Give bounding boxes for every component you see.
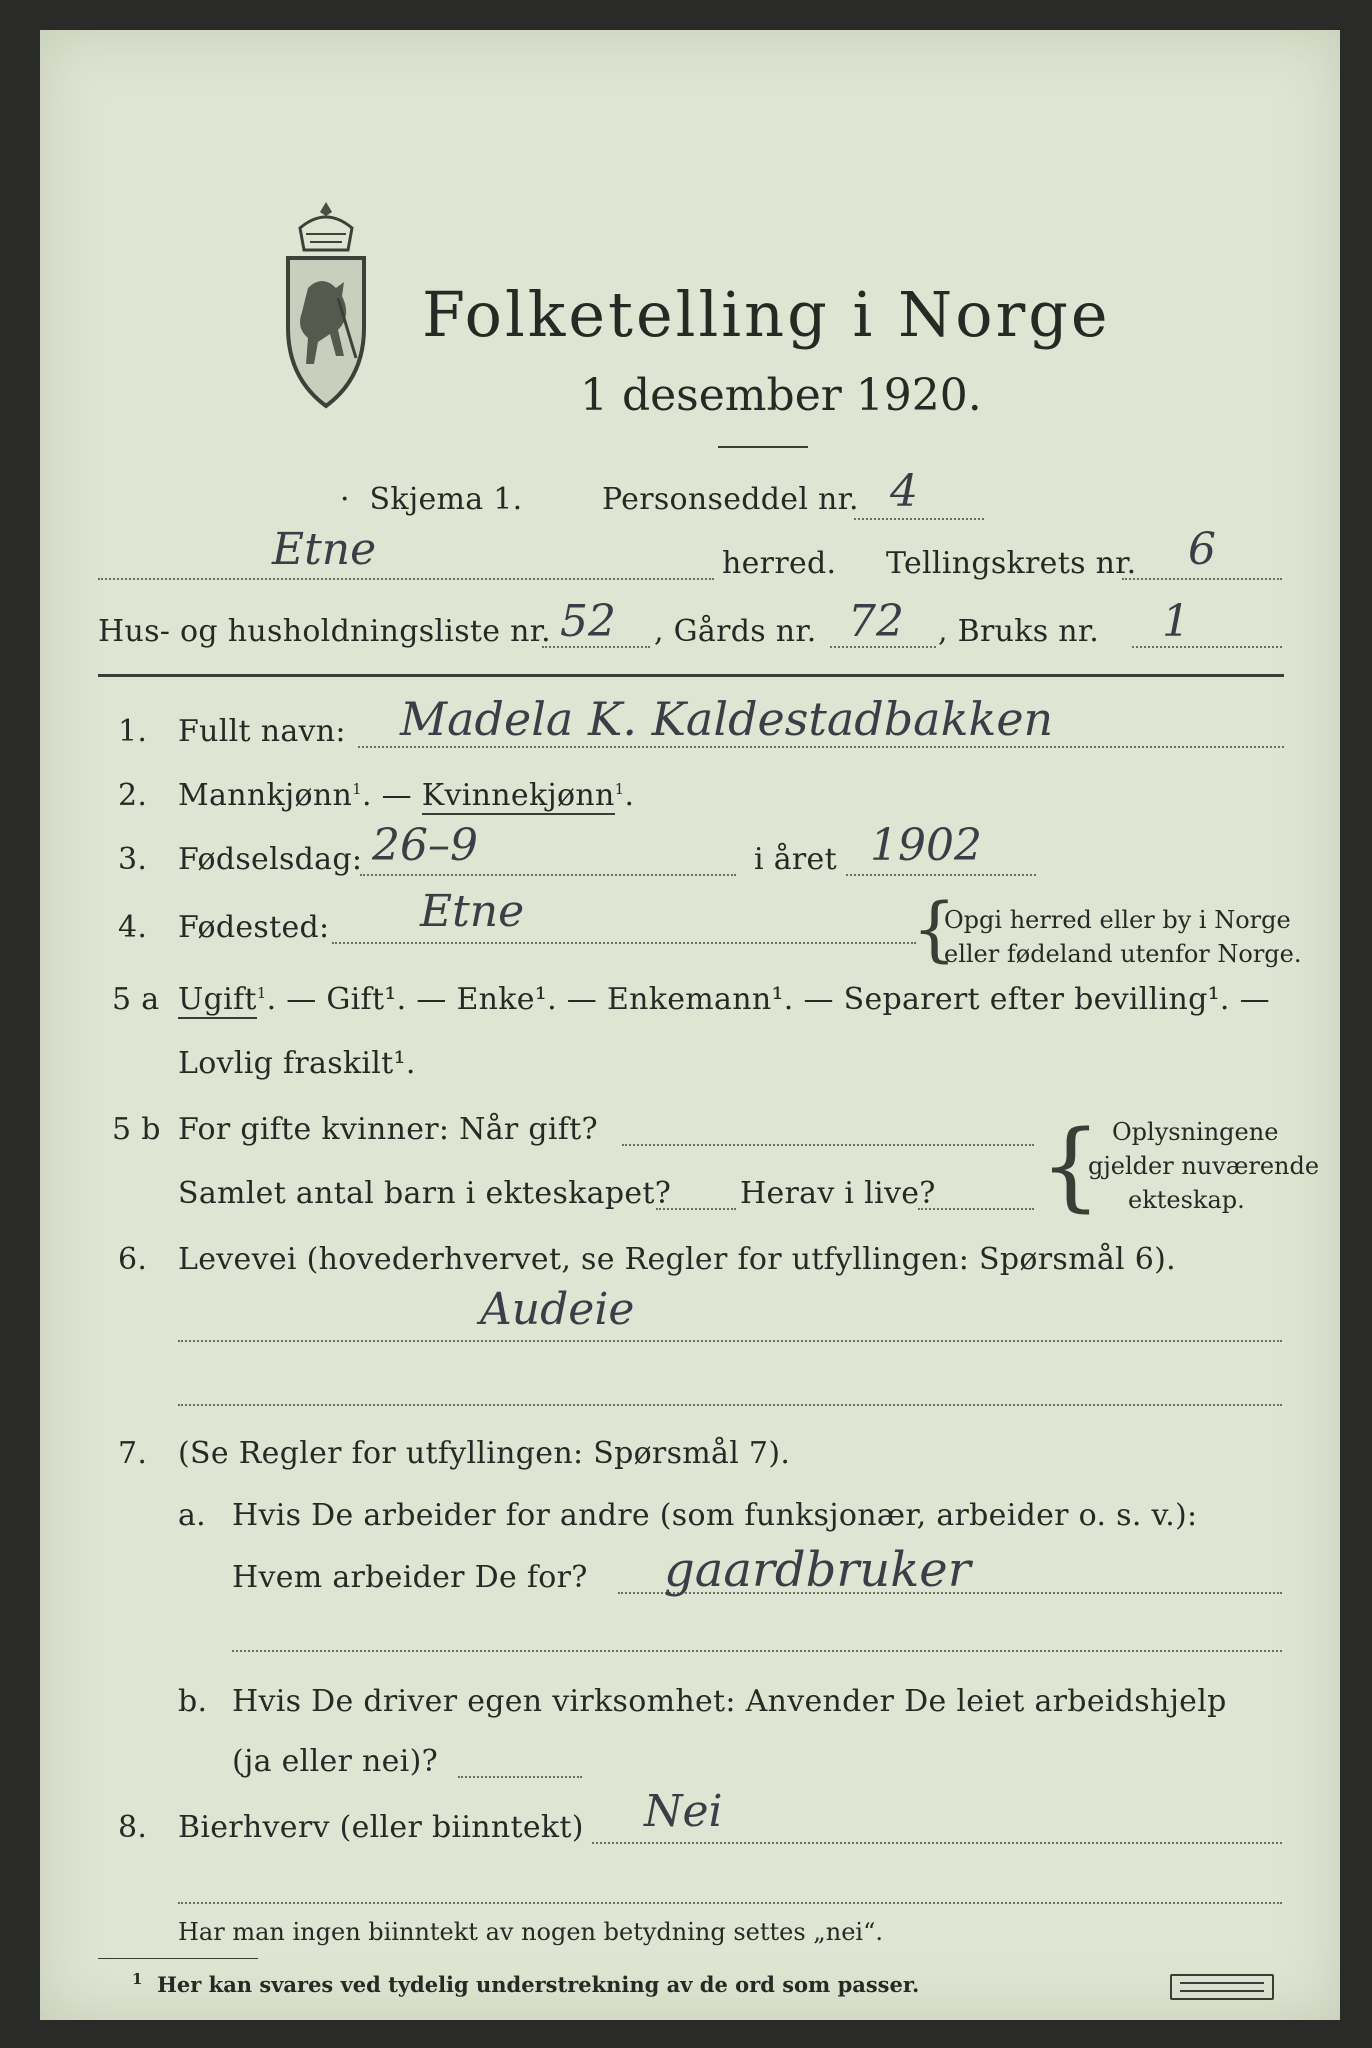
- q3-value: 26–9: [372, 820, 478, 871]
- q7a-number: a.: [178, 1498, 207, 1533]
- q4-note-line1: Opgi herred eller by i Norge: [944, 906, 1291, 934]
- q7b-label2: (ja eller nei)?: [232, 1744, 438, 1779]
- q3-year-label: i året: [754, 842, 837, 877]
- printer-stamp: [1170, 1974, 1274, 2000]
- personseddel-value: 4: [890, 466, 918, 517]
- q6-line1: [178, 1340, 1282, 1342]
- herred-line: [98, 578, 714, 580]
- q6-label: Levevei (hovederhvervet, se Regler for utfyllingen: Spørsmål 6).: [178, 1242, 1176, 1277]
- q7a-label2: Hvem arbeider De for?: [232, 1560, 588, 1595]
- q5b-children-line: [656, 1208, 736, 1210]
- hus-value: 52: [560, 596, 616, 647]
- coat-of-arms-icon: [278, 198, 374, 428]
- q8-line1: [592, 1842, 1282, 1844]
- q3-year-line: [846, 874, 1036, 876]
- gards-value: 72: [848, 596, 904, 647]
- q7a-value: gaardbruker: [664, 1542, 971, 1598]
- q4-value: Etne: [420, 886, 525, 937]
- q7b-number: b.: [178, 1684, 208, 1719]
- q5b-alive-line: [918, 1208, 1034, 1210]
- q7a-label1: Hvis De arbeider for andre (som funksjonær, arbeider o. s. v.):: [232, 1498, 1198, 1533]
- q4-number: 4.: [118, 910, 148, 945]
- q4-line: [332, 942, 916, 944]
- form-title: Folketelling i Norge: [422, 278, 1111, 351]
- schema-label: · Skjema 1.: [340, 482, 523, 517]
- tellingskrets-line: [1122, 578, 1282, 580]
- q3-line: [360, 874, 736, 876]
- q3-year-value: 1902: [870, 820, 982, 871]
- q5a-line2: Lovlig fraskilt¹.: [178, 1046, 416, 1081]
- q3-number: 3.: [118, 842, 148, 877]
- bruks-line: [1132, 646, 1282, 648]
- personseddel-line: [854, 518, 984, 520]
- q5b-number: 5 b: [112, 1112, 161, 1147]
- q7b-label1: Hvis De driver egen virksomhet: Anvender De leiet arbeidshjelp: [232, 1684, 1227, 1719]
- footnote: $^1$ Her kan svares ved tydelig understrekning av de ord som passer.: [132, 1970, 920, 1997]
- hus-label: Hus- og husholdningsliste nr.: [98, 614, 551, 649]
- q2-label: Mannkjønn$^1$. — Kvinnekjønn$^1$.: [178, 778, 635, 813]
- q5b-note-line2: gjelder nuværende: [1088, 1152, 1320, 1180]
- herred-label: herred.: [722, 546, 837, 581]
- q2-number: 2.: [118, 778, 148, 813]
- q8-value: Nei: [644, 1786, 723, 1837]
- q3-label: Fødselsdag:: [178, 842, 363, 877]
- q5b-note-line1: Oplysningene: [1112, 1118, 1279, 1146]
- herred-value: Etne: [272, 524, 377, 575]
- q5b-brace: {: [1040, 1110, 1102, 1222]
- q5a-options: Ugift$^1$. — Gift¹. — Enke¹. — Enkemann¹. — Separert efter bevilling¹. —: [178, 982, 1270, 1017]
- q1-line: [358, 746, 1284, 748]
- bruks-label: , Bruks nr.: [938, 614, 1100, 649]
- q4-note-line2: eller fødeland utenfor Norge.: [944, 940, 1302, 968]
- q6-number: 6.: [118, 1242, 148, 1277]
- q5a-number: 5 a: [112, 982, 160, 1017]
- gards-label: , Gårds nr.: [654, 614, 817, 649]
- bruks-value: 1: [1162, 596, 1190, 647]
- q7-number: 7.: [118, 1436, 148, 1471]
- q5b-note-line3: ekteskap.: [1128, 1186, 1245, 1214]
- q1-label: Fullt navn:: [178, 714, 346, 749]
- q8-number: 8.: [118, 1810, 148, 1845]
- tellingskrets-label: Tellingskrets nr.: [886, 546, 1137, 581]
- q7a-line2: [232, 1650, 1282, 1652]
- footnote-divider: [98, 1958, 258, 1959]
- q1-number: 1.: [118, 714, 148, 749]
- q4-brace: {: [912, 888, 957, 970]
- header-divider: [98, 674, 1284, 677]
- q4-label: Fødested:: [178, 910, 330, 945]
- tellingskrets-value: 6: [1188, 524, 1216, 575]
- q7b-line: [458, 1776, 582, 1778]
- title-divider: [718, 446, 808, 448]
- q7-label: (Se Regler for utfyllingen: Spørsmål 7).: [178, 1436, 791, 1471]
- q8-line2: [178, 1902, 1282, 1904]
- census-form-sheet: [40, 30, 1340, 2020]
- q5b-married-label: For gifte kvinner: Når gift?: [178, 1112, 598, 1147]
- q1-value: Madela K. Kaldestadbakken: [400, 692, 1054, 746]
- q5b-married-line: [622, 1144, 1034, 1146]
- q6-line2: [178, 1404, 1282, 1406]
- q6-value: Audeie: [480, 1284, 635, 1335]
- personseddel-label: Personseddel nr.: [602, 482, 859, 517]
- q8-label: Bierhverv (eller biinntekt): [178, 1810, 584, 1845]
- form-date: 1 desember 1920.: [580, 370, 982, 421]
- nei-note: Har man ingen biinntekt av nogen betydning settes „nei“.: [178, 1918, 883, 1946]
- q5b-alive-label: Herav i live?: [740, 1176, 936, 1211]
- q5b-children-label: Samlet antal barn i ekteskapet?: [178, 1176, 672, 1211]
